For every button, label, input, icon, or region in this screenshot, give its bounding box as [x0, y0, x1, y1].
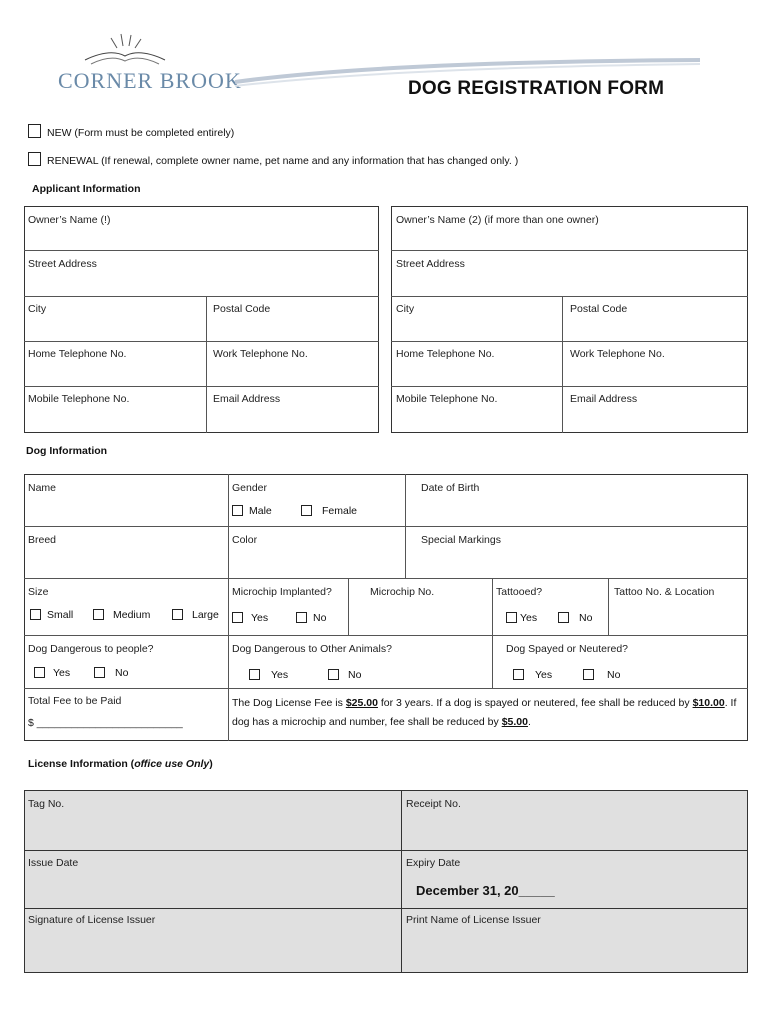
expiry-date-value[interactable]: December 31, 20_____: [416, 883, 555, 898]
tag-no-field[interactable]: Tag No.: [28, 798, 65, 810]
microchip-yes-option[interactable]: [232, 612, 268, 624]
dog-name-field[interactable]: Name: [28, 482, 57, 494]
spayed-yes-checkbox[interactable]: [513, 669, 524, 680]
spayed-no-label: No: [607, 669, 621, 681]
spayed-no-checkbox[interactable]: [583, 669, 594, 680]
spayed-yes-option[interactable]: [513, 669, 552, 681]
dangerous-animals-yes-label: Yes: [271, 669, 289, 681]
spayed-label: Dog Spayed or Neutered?: [506, 643, 628, 655]
license-heading: License Information (office use Only): [28, 758, 213, 770]
owner2-email-field[interactable]: Email Address: [570, 393, 638, 405]
medium-label: Medium: [113, 609, 151, 621]
total-fee-field[interactable]: $ _________________________: [28, 717, 183, 729]
male-label: Male: [249, 505, 272, 517]
owner2-postal-field[interactable]: Postal Code: [570, 303, 628, 315]
renewal-option[interactable]: [28, 152, 518, 167]
logo: [55, 30, 255, 100]
dangerous-animals-no-checkbox[interactable]: [328, 669, 339, 680]
spayed-no-option[interactable]: [583, 669, 620, 681]
tattooed-no-option[interactable]: [558, 612, 592, 624]
microchip-no-field[interactable]: Microchip No.: [370, 586, 435, 598]
signature-field[interactable]: Signature of License Issuer: [28, 914, 156, 926]
dangerous-people-yes-label: Yes: [53, 667, 71, 679]
license-section: [24, 790, 748, 973]
owner1-mobile-phone-field[interactable]: Mobile Telephone No.: [28, 393, 130, 405]
new-checkbox[interactable]: [28, 124, 41, 138]
tattooed-yes-label: Yes: [520, 612, 538, 624]
owner1-postal-field[interactable]: Postal Code: [213, 303, 271, 315]
fee-description: The Dog License Fee is $25.00 for 3 years. If a dog is spayed or neutered, fee shall be reduced by $10.00. If dog has a microchip and number, fee shall be reduced by $5.00.: [232, 697, 737, 728]
female-label: Female: [322, 505, 358, 517]
tattooed-yes-checkbox[interactable]: [506, 612, 517, 623]
size-small-option[interactable]: [30, 609, 73, 621]
new-label: NEW (Form must be completed entirely): [47, 127, 235, 139]
expiry-date-label: Expiry Date: [406, 857, 461, 869]
large-label: Large: [192, 609, 219, 621]
tattooed-no-checkbox[interactable]: [558, 612, 569, 623]
owner2-name-field[interactable]: Owner’s Name (2) (if more than one owner): [396, 214, 599, 226]
form-title: DOG REGISTRATION FORM: [408, 78, 665, 99]
owner1-email-field[interactable]: Email Address: [213, 393, 281, 405]
renewal-label: RENEWAL (If renewal, complete owner name, pet name and any information that has changed only. ): [47, 155, 519, 167]
issue-date-field[interactable]: Issue Date: [28, 857, 79, 869]
dangerous-people-yes-checkbox[interactable]: [34, 667, 45, 678]
fee-amount-10: $10.00: [692, 697, 725, 709]
size-medium-option[interactable]: [93, 609, 150, 621]
tattoo-location-field[interactable]: Tattoo No. & Location: [614, 586, 715, 598]
dangerous-people-no-checkbox[interactable]: [94, 667, 105, 678]
microchip-yes-label: Yes: [251, 612, 269, 624]
owner1-name-field[interactable]: Owner’s Name (!): [28, 214, 111, 226]
owner2-work-phone-field[interactable]: Work Telephone No.: [570, 348, 665, 360]
tattooed-no-label: No: [579, 612, 593, 624]
owner1-street-field[interactable]: Street Address: [28, 258, 97, 270]
spayed-yes-label: Yes: [535, 669, 553, 681]
dog-markings-field[interactable]: Special Markings: [421, 534, 501, 546]
dangerous-people-no-option[interactable]: [94, 667, 128, 679]
tattooed-yes-option[interactable]: [506, 612, 537, 624]
microchip-yes-checkbox[interactable]: [232, 612, 243, 623]
female-checkbox[interactable]: [301, 505, 312, 516]
microchip-no-option[interactable]: [296, 612, 326, 624]
owner2-street-field[interactable]: Street Address: [396, 258, 465, 270]
applicant-heading: Applicant Information: [32, 183, 141, 195]
gender-male-option[interactable]: [232, 505, 272, 517]
dog-breed-field[interactable]: Breed: [28, 534, 57, 546]
tattooed-label: Tattooed?: [496, 586, 543, 598]
total-fee-label: Total Fee to be Paid: [28, 695, 122, 707]
gender-female-option[interactable]: [301, 505, 357, 517]
print-name-field[interactable]: Print Name of License Issuer: [406, 914, 541, 926]
dangerous-animals-yes-option[interactable]: [249, 669, 288, 681]
dangerous-animals-no-label: No: [348, 669, 362, 681]
new-option[interactable]: [28, 124, 234, 139]
small-checkbox[interactable]: [30, 609, 41, 620]
owner1-home-phone-field[interactable]: Home Telephone No.: [28, 348, 127, 360]
dangerous-animals-yes-checkbox[interactable]: [249, 669, 260, 680]
large-checkbox[interactable]: [172, 609, 183, 620]
fee-amount-25: $25.00: [345, 697, 378, 709]
receipt-no-field[interactable]: Receipt No.: [406, 798, 461, 810]
dog-gender-label: Gender: [232, 482, 268, 494]
owner2-city-field[interactable]: City: [396, 303, 415, 315]
small-label: Small: [47, 609, 74, 621]
male-checkbox[interactable]: [232, 505, 243, 516]
fee-amount-5: $5.00: [501, 716, 528, 728]
owner2-mobile-phone-field[interactable]: Mobile Telephone No.: [396, 393, 498, 405]
microchip-no-checkbox[interactable]: [296, 612, 307, 623]
dog-heading: Dog Information: [26, 445, 108, 457]
dangerous-people-no-label: No: [115, 667, 129, 679]
dog-dob-field[interactable]: Date of Birth: [421, 482, 480, 494]
medium-checkbox[interactable]: [93, 609, 104, 620]
renewal-checkbox[interactable]: [28, 152, 41, 166]
dog-size-label: Size: [28, 586, 49, 598]
logo-text: CORNER BROOK: [58, 68, 242, 93]
microchip-no-label: No: [313, 612, 327, 624]
size-large-option[interactable]: [172, 609, 219, 621]
dangerous-people-yes-option[interactable]: [34, 667, 70, 679]
dangerous-animals-no-option[interactable]: [328, 669, 361, 681]
dog-color-field[interactable]: Color: [232, 534, 258, 546]
owner2-home-phone-field[interactable]: Home Telephone No.: [396, 348, 495, 360]
dangerous-animals-label: Dog Dangerous to Other Animals?: [232, 643, 392, 655]
owner1-city-field[interactable]: City: [28, 303, 47, 315]
dangerous-people-label: Dog Dangerous to people?: [28, 643, 154, 655]
owner1-work-phone-field[interactable]: Work Telephone No.: [213, 348, 308, 360]
microchip-implanted-label: Microchip Implanted?: [232, 586, 332, 598]
